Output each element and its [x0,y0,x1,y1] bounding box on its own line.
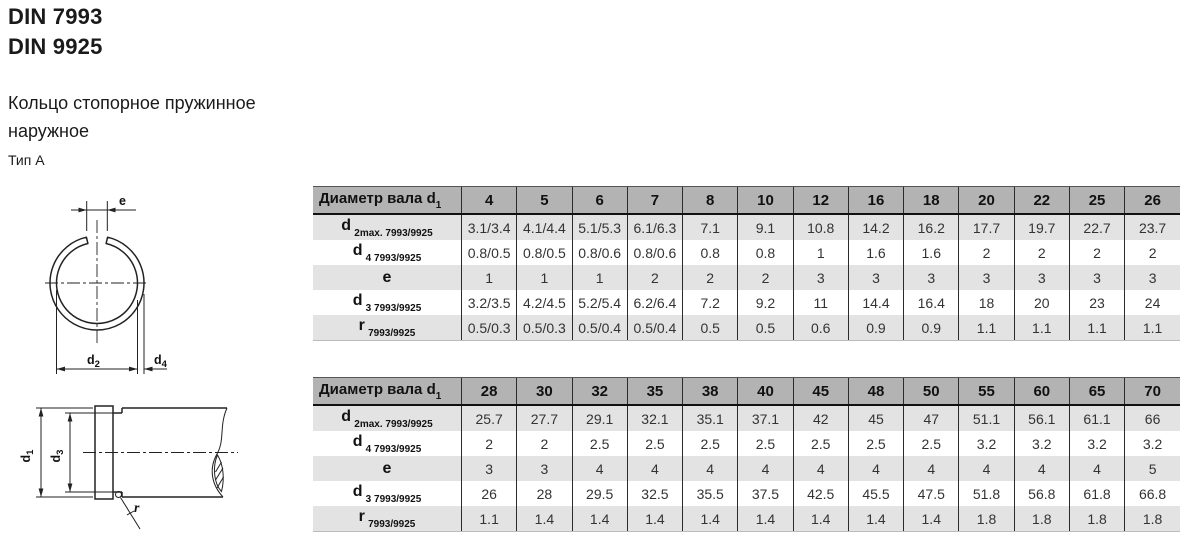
value-cell: 42 [793,405,848,431]
column-header: 70 [1125,378,1180,406]
value-cell: 1.4 [904,506,959,532]
column-header: 32 [572,378,627,406]
value-cell: 1.1 [462,506,517,532]
value-cell: 25.7 [462,405,517,431]
column-header: 65 [1069,378,1124,406]
value-cell: 3 [517,456,572,481]
d4-dimension [144,353,168,371]
value-cell: 0.5 [738,315,793,341]
row-header: e [382,268,392,286]
value-cell: 37.5 [738,481,793,506]
value-cell: 66.8 [1125,481,1180,506]
column-header: 48 [848,378,903,406]
value-cell: 1.4 [517,506,572,532]
value-cell: 1.8 [1125,506,1180,532]
value-cell: 22.7 [1069,214,1124,240]
value-cell: 9.1 [738,214,793,240]
e-dimension-label: e [119,194,126,208]
row-header: d $_{3 7993/9925}$ [352,292,422,314]
value-cell: 42.5 [793,481,848,506]
value-cell: 1.1 [1069,315,1124,341]
value-cell: 66 [1125,405,1180,431]
value-cell: 45 [848,405,903,431]
retaining-ring-front-view-drawing [15,188,235,380]
value-cell: 3 [848,265,903,290]
value-cell: 2.5 [572,431,627,456]
column-header: 45 [793,378,848,406]
value-cell: 7.1 [683,214,738,240]
column-header: 7 [627,187,682,215]
table-row [313,214,1180,240]
value-cell: 18 [959,290,1014,315]
value-cell: 3 [1125,265,1180,290]
value-cell: 56.8 [1014,481,1069,506]
value-cell: 0.9 [904,315,959,341]
value-cell: 47 [904,405,959,431]
value-cell: 4 [904,456,959,481]
value-cell: 3 [1069,265,1124,290]
column-header: 16 [848,187,903,215]
value-cell: 1.6 [904,240,959,265]
value-cell: 0.8 [683,240,738,265]
value-cell: 1.4 [683,506,738,532]
value-cell: 2 [462,431,517,456]
value-cell: 4 [738,456,793,481]
value-cell: 37.1 [738,405,793,431]
table-row [313,506,1180,532]
value-cell: 0.5/0.4 [572,315,627,341]
column-header: 5 [517,187,572,215]
value-cell: 0.5/0.3 [517,315,572,341]
value-cell: 0.8 [738,240,793,265]
value-cell: 47.5 [904,481,959,506]
dimension-table-large-sizes [313,377,1180,532]
column-header: 55 [959,378,1014,406]
column-header: 8 [683,187,738,215]
value-cell: 4.1/4.4 [517,214,572,240]
value-cell: 29.1 [572,405,627,431]
value-cell: 2 [517,431,572,456]
table-row [313,240,1180,265]
value-cell: 5.2/5.4 [572,290,627,315]
row-header: d $_{2max. 7993/9925}$ [341,408,433,430]
value-cell: 4 [793,456,848,481]
value-cell: 3 [959,265,1014,290]
row-header: e [382,459,392,477]
table-row [313,456,1180,481]
value-cell: 27.7 [517,405,572,431]
value-cell: 0.5/0.3 [462,315,517,341]
value-cell: 19.7 [1014,214,1069,240]
row-header: r $_{7993/9925}$ [313,506,462,532]
value-cell: 32.5 [627,481,682,506]
value-cell: 0.5 [683,315,738,341]
value-cell: 3.2 [959,431,1014,456]
value-cell: 4 [1069,456,1124,481]
value-cell: 4 [627,456,682,481]
value-cell: 7.2 [683,290,738,315]
value-cell: 1.8 [1069,506,1124,532]
column-header: 28 [462,378,517,406]
column-header: 25 [1069,187,1124,215]
value-cell: 1 [572,265,627,290]
value-cell: 1 [517,265,572,290]
value-cell: 1.1 [959,315,1014,341]
dimension-table-small-sizes [313,186,1180,341]
value-cell: 61.1 [1069,405,1124,431]
d2-dimension [57,290,145,374]
value-cell: 14.4 [848,290,903,315]
row-header: d $_{4 7993/9925}$ [352,433,422,455]
value-cell: 2 [959,240,1014,265]
value-cell: 4 [683,456,738,481]
value-cell: 2 [1069,240,1124,265]
column-header: 10 [738,187,793,215]
shaft-side-view-drawing [10,398,245,539]
value-cell: 45.5 [848,481,903,506]
value-cell: 51.1 [959,405,1014,431]
value-cell: 11 [793,290,848,315]
value-cell: 16.2 [904,214,959,240]
standard-number-din-7993: DIN 7993 [8,4,103,29]
center-lines [45,220,149,346]
value-cell: 35.5 [683,481,738,506]
value-cell: 2.5 [848,431,903,456]
value-cell: 0.9 [848,315,903,341]
value-cell: 2 [1125,240,1180,265]
value-cell: 2.5 [904,431,959,456]
column-header: 30 [517,378,572,406]
row-header: d $_{3 7993/9925}$ [352,483,422,505]
value-cell: 23 [1069,290,1124,315]
value-cell: 2.5 [793,431,848,456]
value-cell: 3 [793,265,848,290]
value-cell: 1.1 [1014,315,1069,341]
d3-dimension [49,413,113,492]
value-cell: 0.5/0.4 [627,315,682,341]
value-cell: 3 [462,456,517,481]
value-cell: 16.4 [904,290,959,315]
value-cell: 1.4 [793,506,848,532]
table-row [313,315,1180,341]
column-header: 22 [1014,187,1069,215]
value-cell: 3 [904,265,959,290]
value-cell: 1.4 [848,506,903,532]
value-cell: 4 [959,456,1014,481]
value-cell: 1.4 [738,506,793,532]
value-cell: 20 [1014,290,1069,315]
column-header: 4 [462,187,517,215]
table-row [313,431,1180,456]
value-cell: 6.1/6.3 [627,214,682,240]
d1-dimension-label: $d_1$ [19,449,36,463]
value-cell: 35.1 [683,405,738,431]
value-cell: 1 [793,240,848,265]
value-cell: 2 [683,265,738,290]
value-cell: 1.8 [1014,506,1069,532]
value-cell: 1.1 [1125,315,1180,341]
value-cell: 1.6 [848,240,903,265]
value-cell: 1.8 [959,506,1014,532]
value-cell: 2 [627,265,682,290]
value-cell: 56.1 [1014,405,1069,431]
value-cell: 28 [517,481,572,506]
value-cell: 3.2 [1069,431,1124,456]
value-cell: 4.2/4.5 [517,290,572,315]
value-cell: 26 [462,481,517,506]
value-cell: 51.8 [959,481,1014,506]
row-header: r $_{7993/9925}$ [313,315,462,341]
value-cell: 4 [848,456,903,481]
type-label: Тип А [8,152,45,168]
e-dimension [71,194,136,231]
value-cell: 10.8 [793,214,848,240]
value-cell: 0.8/0.5 [462,240,517,265]
value-cell: 2 [738,265,793,290]
table-row [313,290,1180,315]
table-corner-header: Диаметр вала $d_1$ [313,378,462,406]
value-cell: 2 [1014,240,1069,265]
value-cell: 6.2/6.4 [627,290,682,315]
column-header: 6 [572,187,627,215]
value-cell: 0.6 [793,315,848,341]
value-cell: 17.7 [959,214,1014,240]
d4-dimension-label: $d_4$ [154,353,167,370]
table-row [313,481,1180,506]
value-cell: 0.8/0.5 [517,240,572,265]
value-cell: 3.1/3.4 [462,214,517,240]
value-cell: 24 [1125,290,1180,315]
row-header: d $_{4 7993/9925}$ [352,242,422,264]
d2-dimension-label: $d_2$ [87,353,100,370]
table-corner-header: Диаметр вала $d_1$ [313,187,462,215]
value-cell: 0.8/0.6 [572,240,627,265]
value-cell: 3.2 [1014,431,1069,456]
value-cell: 32.1 [627,405,682,431]
value-cell: 29.5 [572,481,627,506]
value-cell: 2.5 [738,431,793,456]
value-cell: 3.2 [1125,431,1180,456]
column-header: 50 [904,378,959,406]
value-cell: 4 [1014,456,1069,481]
column-header: 18 [904,187,959,215]
value-cell: 14.2 [848,214,903,240]
column-header: 40 [738,378,793,406]
d3-dimension-label: $d_3$ [49,449,66,463]
column-header: 12 [793,187,848,215]
value-cell: 5 [1125,456,1180,481]
value-cell: 0.8/0.6 [627,240,682,265]
r-dimension-label: r [134,501,140,516]
value-cell: 2.5 [683,431,738,456]
row-header: d $_{2max. 7993/9925}$ [341,217,433,239]
column-header: 38 [683,378,738,406]
standard-number-din-9925: DIN 9925 [8,34,103,59]
value-cell: 1.4 [572,506,627,532]
column-header: 60 [1014,378,1069,406]
r-dimension [121,498,141,530]
value-cell: 5.1/5.3 [572,214,627,240]
value-cell: 1.4 [627,506,682,532]
product-name: Кольцо стопорное пружинное наружное [8,93,256,141]
value-cell: 3.2/3.5 [462,290,517,315]
value-cell: 1 [462,265,517,290]
value-cell: 2.5 [627,431,682,456]
value-cell: 61.8 [1069,481,1124,506]
value-cell: 3 [1014,265,1069,290]
table-row [313,265,1180,290]
value-cell: 23.7 [1125,214,1180,240]
table-row [313,405,1180,431]
value-cell: 4 [572,456,627,481]
column-header: 26 [1125,187,1180,215]
value-cell: 9.2 [738,290,793,315]
column-header: 20 [959,187,1014,215]
column-header: 35 [627,378,682,406]
